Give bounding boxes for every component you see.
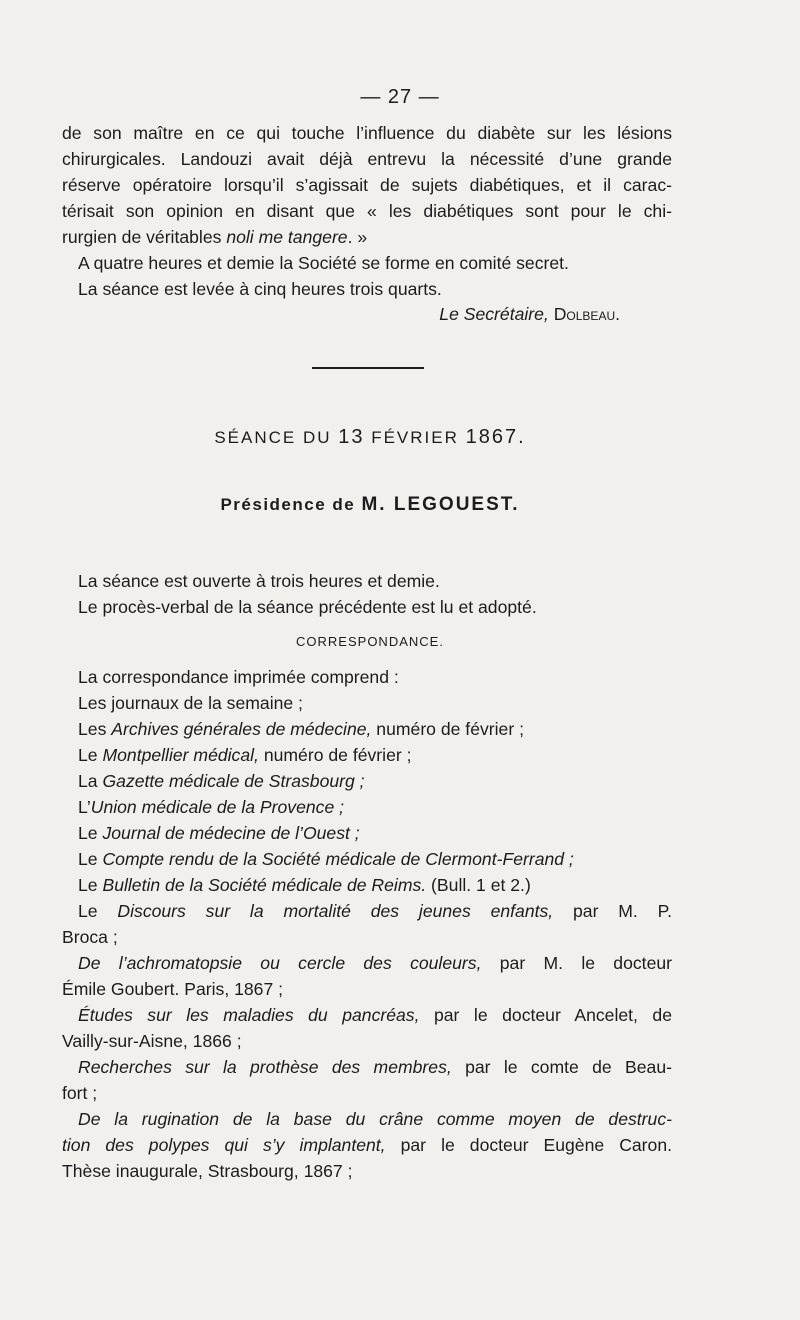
text-span: (Bull. 1 et 2.) [426,875,531,895]
text-span: La [78,771,103,791]
text-span: Le [78,745,103,765]
text-span: L’ [78,797,91,817]
presidence-label: Présidence de [220,495,362,514]
text-span: . » [347,227,368,247]
presidence-heading [0,494,740,516]
list-item [62,1106,672,1132]
intro-paragraph [62,120,672,302]
opening-paragraph [62,568,672,620]
list-item-continuation: Thèse inaugurale, Strasbourg, 1867 ; [62,1161,353,1181]
text-span: par le docteur Eugène Caron. [385,1135,672,1155]
list-item-continuation [62,1132,672,1158]
closing-paragraph: La séance est levée à cinq heures trois quarts. [78,279,442,299]
text-span: par M. le docteur [481,953,672,973]
text-span: numéro de février ; [258,745,412,765]
seance-year: 1867. [465,426,526,448]
seance-label: SÉANCE DU [214,428,339,447]
text-span: Le [78,901,118,921]
italic-phrase: Recherches sur la prothèse des membres, [78,1057,452,1077]
italic-phrase: noli me tangere [226,227,348,247]
list-item [62,1054,672,1080]
text-line [62,224,672,250]
italic-phrase: Discours sur la mortalité des jeunes enfants, [117,901,554,921]
text-span: par le comte de Beau- [451,1057,672,1077]
text-span: rurgien de véritables [62,227,227,247]
text-span: Les [78,719,112,739]
italic-phrase: Union médicale de la Provence ; [90,797,345,817]
italic-phrase: De l’achromatopsie ou cercle des couleurs, [78,953,482,973]
list-item [62,820,672,846]
text-line: réserve opératoire lorsqu’il s’agissait de sujets diabétiques, et il carac- [62,175,672,195]
list-item [62,742,672,768]
signature-role: Le Secrétaire, [439,304,549,324]
text-span: Le [78,823,103,843]
italic-phrase: Gazette médicale de Strasbourg ; [102,771,365,791]
list-item-continuation: Broca ; [62,927,118,947]
list-item [62,794,672,820]
italic-phrase: De la rugination de la base du crâne comme moyen de destruc- [78,1109,672,1129]
text-line: Le procès-verbal de la séance précédente est lu et adopté. [78,597,537,617]
text-span: numéro de février ; [371,719,524,739]
list-item: Les journaux de la semaine ; [78,693,303,713]
list-item [62,898,672,924]
president-name: M. LEGOUEST. [361,494,520,515]
secretary-signature [439,304,620,325]
list-item [62,1002,672,1028]
italic-phrase: Compte rendu de la Société médicale de Clermont-Ferrand ; [102,849,574,869]
seance-heading [0,426,740,449]
list-item [62,768,672,794]
italic-phrase: Bulletin de la Société médicale de Reims. [102,875,427,895]
text-line: térisait son opinion en disant que « les diabétiques sont pour le chi- [62,201,672,221]
list-item [62,716,672,742]
text-span: par le docteur Ancelet, de [419,1005,672,1025]
list-item [62,846,672,872]
italic-phrase: Études sur les maladies du pancréas, [78,1005,420,1025]
correspondance-list [62,664,672,1184]
italic-phrase: tion des polypes qui s’y implantent, [62,1135,386,1155]
text-span: Le [78,849,103,869]
list-item [62,872,672,898]
italic-phrase: Montpellier médical, [102,745,259,765]
seance-day: 13 [338,426,365,448]
correspondance-heading: CORRESPONDANCE. [296,634,444,649]
text-line: chirurgicales. Landouzi avait déjà entrevu la nécessité d’une grande [62,149,672,169]
section-divider [312,367,424,369]
text-line: de son maître en ce qui touche l’influence du diabète sur les lésions [62,123,672,143]
list-item: La correspondance imprimée comprend : [78,667,399,687]
comite-secret-paragraph: A quatre heures et demie la Société se forme en comité secret. [78,253,569,273]
list-item [62,950,672,976]
page-number: — 27 — [360,86,440,108]
text-span: Le [78,875,103,895]
list-item-continuation: fort ; [62,1083,98,1103]
text-line: La séance est ouverte à trois heures et demie. [78,571,440,591]
list-item-continuation: Émile Goubert. Paris, 1867 ; [62,979,284,999]
list-item-continuation: Vailly-sur-Aisne, 1866 ; [62,1031,242,1051]
italic-phrase: Journal de médecine de l’Ouest ; [102,823,360,843]
text-span: par M. P. [553,901,672,921]
italic-phrase: Archives générales de médecine, [111,719,372,739]
seance-month: FÉVRIER [364,428,466,447]
signature-name: Dolbeau. [553,304,620,324]
